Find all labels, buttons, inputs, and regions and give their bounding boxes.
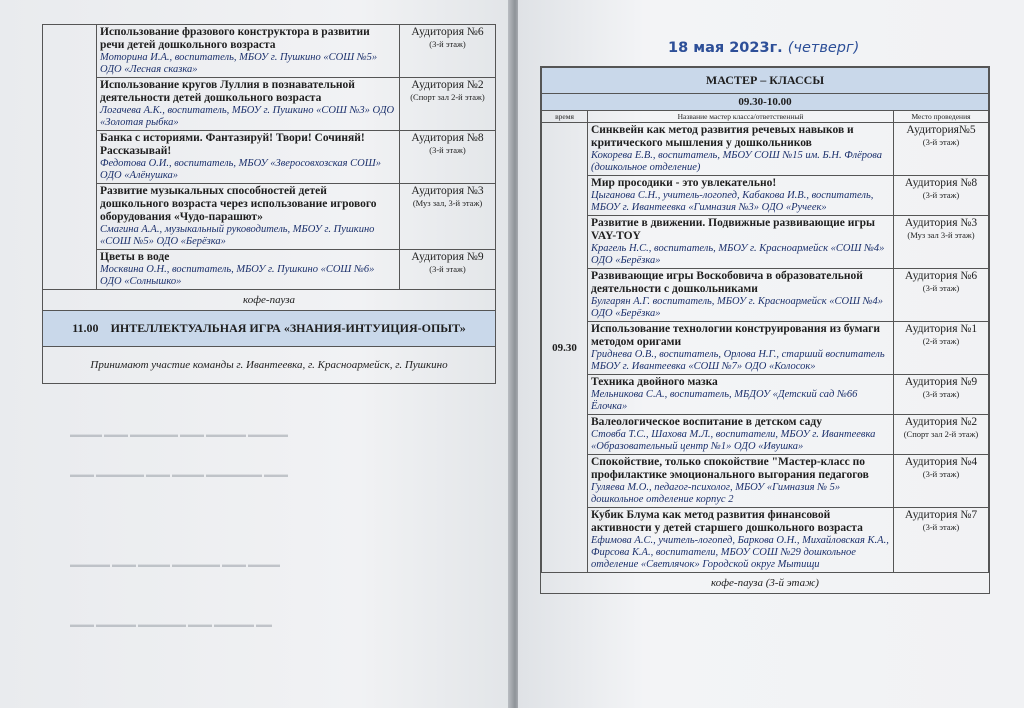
- time-cell: 09.30: [542, 123, 588, 573]
- location-cell: [894, 322, 989, 375]
- game-title: ИНТЕЛЛЕКТУАЛЬНАЯ ИГРА «ЗНАНИЯ-ИНТУИЦИЯ-ОПЫТ»: [110, 321, 466, 335]
- room-label: Аудитория №3: [411, 185, 484, 197]
- weekday-text: (четверг): [787, 40, 860, 56]
- floor-label: (3-й этаж): [922, 522, 960, 532]
- room-label: Аудитория №3: [904, 217, 978, 229]
- session-title: Валеологическое воспитание в детском саду: [591, 416, 822, 428]
- session-author: Мельникова С.А., воспитатель, МБДОУ «Детский сад №66 Ёлочка»: [591, 389, 858, 412]
- location-cell: [894, 269, 989, 322]
- column-header-name: Название мастер класса/ответственный: [588, 111, 894, 123]
- session-author: Логачева А.К., воспитатель, МБОУ г. Пушкино «СОШ №3» ОДО «Золотая рыбка»: [100, 105, 395, 128]
- room-label: Аудитория №8: [904, 177, 978, 189]
- session-title: Развитие музыкальных способностей детей дошкольного возраста через использование игрового оборудования «Чудо-парашют»: [100, 185, 377, 223]
- session-title: Спокойствие, только спокойствие "Мастер-класс по профилактике эмоционального выгорания педагогов: [591, 456, 869, 481]
- session-title: Кубик Блума как метод развития финансовой активности у детей старшего дошкольного возраста: [591, 509, 863, 534]
- column-header-row: [542, 111, 989, 123]
- session-title: Развивающие игры Воскобовича в образовательной деятельности с дошкольниками: [591, 270, 863, 295]
- time-range: 09.30-10.00: [542, 94, 989, 111]
- session-title: Техника двойного мазка: [591, 376, 718, 388]
- location-cell: [400, 184, 496, 250]
- room-label: Аудитория №9: [411, 251, 484, 263]
- column-header-place: Место проведения: [894, 111, 989, 123]
- left-schedule-table: [42, 24, 496, 384]
- floor-label: (Муз зал 3-й этаж): [907, 230, 975, 240]
- session-author: Моторина И.А., воспитатель, МБОУ г. Пушкино «СОШ №5» ОДО «Лесная сказка»: [100, 52, 378, 75]
- room-label: Аудитория №2: [411, 79, 484, 91]
- floor-label: (Муз зал, 3-й этаж): [412, 198, 483, 208]
- participants-text: Принимают участие команды г. Ивантеевка, г. Красноармейск, г. Пушкино: [43, 347, 496, 384]
- room-label: Аудитория №4: [904, 456, 978, 468]
- schedule-row: [43, 78, 496, 131]
- room-label: Аудитория №2: [904, 416, 978, 428]
- section-header-row: [542, 68, 989, 94]
- schedule-row: [43, 131, 496, 184]
- location-cell: [894, 375, 989, 415]
- session-cell: [97, 78, 400, 131]
- schedule-row: [43, 250, 496, 290]
- location-cell: [400, 250, 496, 290]
- section-title: МАСТЕР – КЛАССЫ: [542, 68, 989, 94]
- date-text: 18 мая 2023г.: [668, 40, 783, 56]
- session-cell: [588, 415, 894, 455]
- room-label: Аудитория №8: [411, 132, 484, 144]
- location-cell: [400, 78, 496, 131]
- session-cell: [588, 455, 894, 508]
- room-label: Аудитория №6: [411, 26, 484, 38]
- floor-label: (2-й этаж): [922, 336, 960, 346]
- session-author: Булгарян А.Г. воспитатель, МБОУ г. Красноармейск «СОШ №4» ОДО «Берёзка»: [591, 296, 884, 319]
- bleed-through-text: ▬▬▬▬▬ ▬▬▬ ▬▬▬▬ ▬▬▬▬▬▬ ▬▬▬ ▬▬▬▬: [70, 560, 280, 569]
- session-cell: [588, 322, 894, 375]
- floor-label: (3-й этаж): [922, 137, 960, 147]
- floor-label: (3-й этаж): [922, 469, 960, 479]
- date-heading: [668, 40, 859, 56]
- session-cell: [97, 25, 400, 78]
- floor-label: (Спорт зал 2-й этаж): [410, 92, 485, 102]
- schedule-row: [542, 415, 989, 455]
- schedule-row: [542, 375, 989, 415]
- schedule-row: [542, 455, 989, 508]
- room-label: Аудитория№5: [906, 124, 976, 136]
- session-author: Стовба Т.С., Шахова М.Л., воспитатели, МБОУ г. Ивантеевка «Образовательный центр №1» ОДО «Ивушка»: [591, 429, 876, 452]
- floor-label: (3-й этаж): [922, 389, 960, 399]
- time-cell-empty: [43, 25, 97, 290]
- schedule-row: [542, 216, 989, 269]
- session-author: Федотова О.И., воспитатель, МБОУ «Зверосовхозская СОШ» ОДО «Алёнушка»: [100, 158, 381, 181]
- coffee-break-row: [43, 290, 496, 311]
- session-author: Цыганова С.Н., учитель-логопед, Кабакова И.В., воспитатель, МБОУ г. Ивантеевка «Гимназия №3» ОДО «Ручеек»: [591, 190, 874, 213]
- floor-label: (3-й этаж): [429, 264, 466, 274]
- location-cell: [894, 508, 989, 573]
- session-author: Ефимова А.С., учитель-логопед, Баркова О.Н., Михайловская К.А., Фирсова К.А., воспитатели, МБОУ СОШ №29 дошкольное отделение «Светлячок» Городской округ Мытищи: [591, 535, 889, 570]
- floor-label: (3-й этаж): [922, 283, 960, 293]
- room-label: Аудитория №9: [904, 376, 978, 388]
- session-title: Использование кругов Луллия в познавательной деятельности детей дошкольного возраста: [100, 79, 355, 104]
- session-title: Развитие в движении. Подвижные развивающие игры VAY-TOY: [591, 217, 875, 242]
- game-time: 11.00: [72, 321, 99, 335]
- session-title: Использование технологии конструирования из бумаги методом оригами: [591, 323, 880, 348]
- session-author: Москвина О.Н., воспитатель, МБОУ г. Пушкино «СОШ №6» ОДО «Солнышко»: [100, 264, 375, 287]
- location-cell: [894, 123, 989, 176]
- floor-label: (Спорт зал 2-й этаж): [903, 429, 979, 439]
- session-cell: [588, 508, 894, 573]
- schedule-row: [542, 322, 989, 375]
- session-cell: [97, 250, 400, 290]
- bleed-through-text: ▬▬▬▬ ▬▬▬ ▬▬▬▬▬▬ ▬▬▬ ▬▬▬▬▬ ▬▬▬▬▬: [70, 430, 288, 439]
- session-author: Крагель Н.С., воспитатель, МБОУ г. Красноармейск «СОШ №4» ОДО «Берёзка»: [591, 243, 885, 266]
- room-label: Аудитория №7: [904, 509, 978, 521]
- location-cell: [400, 131, 496, 184]
- coffee-break-label: кофе-пауза (3-й этаж): [711, 577, 819, 589]
- session-author: Кокорева Е.В., воспитатель, МБОУ СОШ №15 им. Б.Н. Флёрова (дошкольное отделение): [591, 150, 882, 173]
- session-author: Гуляева М.О., педагог-психолог, МБОУ «Гимназия № 5» дошкольное отделение корпус 2: [591, 482, 841, 505]
- session-cell: [97, 184, 400, 250]
- session-cell: [588, 123, 894, 176]
- session-author: Гриднева О.В., воспитатель, Орлова Н.Г., старший воспитатель МБОУ г. Ивантеевка «СОШ №7» ОДО «Колосок»: [591, 349, 885, 372]
- session-cell: [588, 176, 894, 216]
- column-header-time: время: [542, 111, 588, 123]
- master-classes-box: [540, 66, 990, 594]
- location-cell: [894, 216, 989, 269]
- location-cell: [400, 25, 496, 78]
- room-label: Аудитория №1: [904, 323, 978, 335]
- master-classes-table: [541, 67, 989, 573]
- session-title: Использование фразового конструктора в развитии речи детей дошкольного возраста: [100, 26, 370, 51]
- bleed-through-text: ▬▬▬ ▬▬▬▬▬ ▬▬▬▬▬▬ ▬▬▬ ▬▬▬▬▬ ▬▬: [70, 620, 272, 629]
- participants-row: [43, 347, 496, 384]
- floor-label: (3-й этаж): [429, 145, 466, 155]
- bleed-through-text: ▬▬▬ ▬▬▬▬▬▬ ▬▬▬ ▬▬▬▬ ▬▬▬▬▬▬▬ ▬▬▬: [70, 470, 288, 479]
- intellectual-game-row: [43, 311, 496, 347]
- schedule-row: [43, 25, 496, 78]
- session-author: Смагина А.А., музыкальный руководитель, МБОУ г. Пушкино «СОШ №5» ОДО «Берёзка»: [100, 224, 375, 247]
- session-cell: [97, 131, 400, 184]
- location-cell: [894, 415, 989, 455]
- session-title: Мир проcодики - это увлекательно!: [591, 177, 777, 189]
- floor-label: (3-й этаж): [429, 39, 466, 49]
- time-range-row: [542, 94, 989, 111]
- session-title: Банка с историями. Фантазируй! Твори! Сочиняй! Рассказывай!: [100, 132, 365, 157]
- right-page: [518, 0, 1024, 708]
- floor-label: (3-й этаж): [922, 190, 960, 200]
- schedule-row: [542, 508, 989, 573]
- session-cell: [588, 269, 894, 322]
- session-cell: [588, 375, 894, 415]
- coffee-break-label: кофе-пауза: [43, 290, 496, 311]
- schedule-row: [542, 176, 989, 216]
- session-cell: [588, 216, 894, 269]
- room-label: Аудитория №6: [904, 270, 978, 282]
- schedule-row: [542, 269, 989, 322]
- location-cell: [894, 176, 989, 216]
- schedule-row: [542, 123, 989, 176]
- session-title: Цветы в воде: [100, 251, 170, 263]
- location-cell: [894, 455, 989, 508]
- schedule-row: [43, 184, 496, 250]
- session-title: Синквейн как метод развития речевых навыков и критического мышления у дошкольников: [591, 124, 854, 149]
